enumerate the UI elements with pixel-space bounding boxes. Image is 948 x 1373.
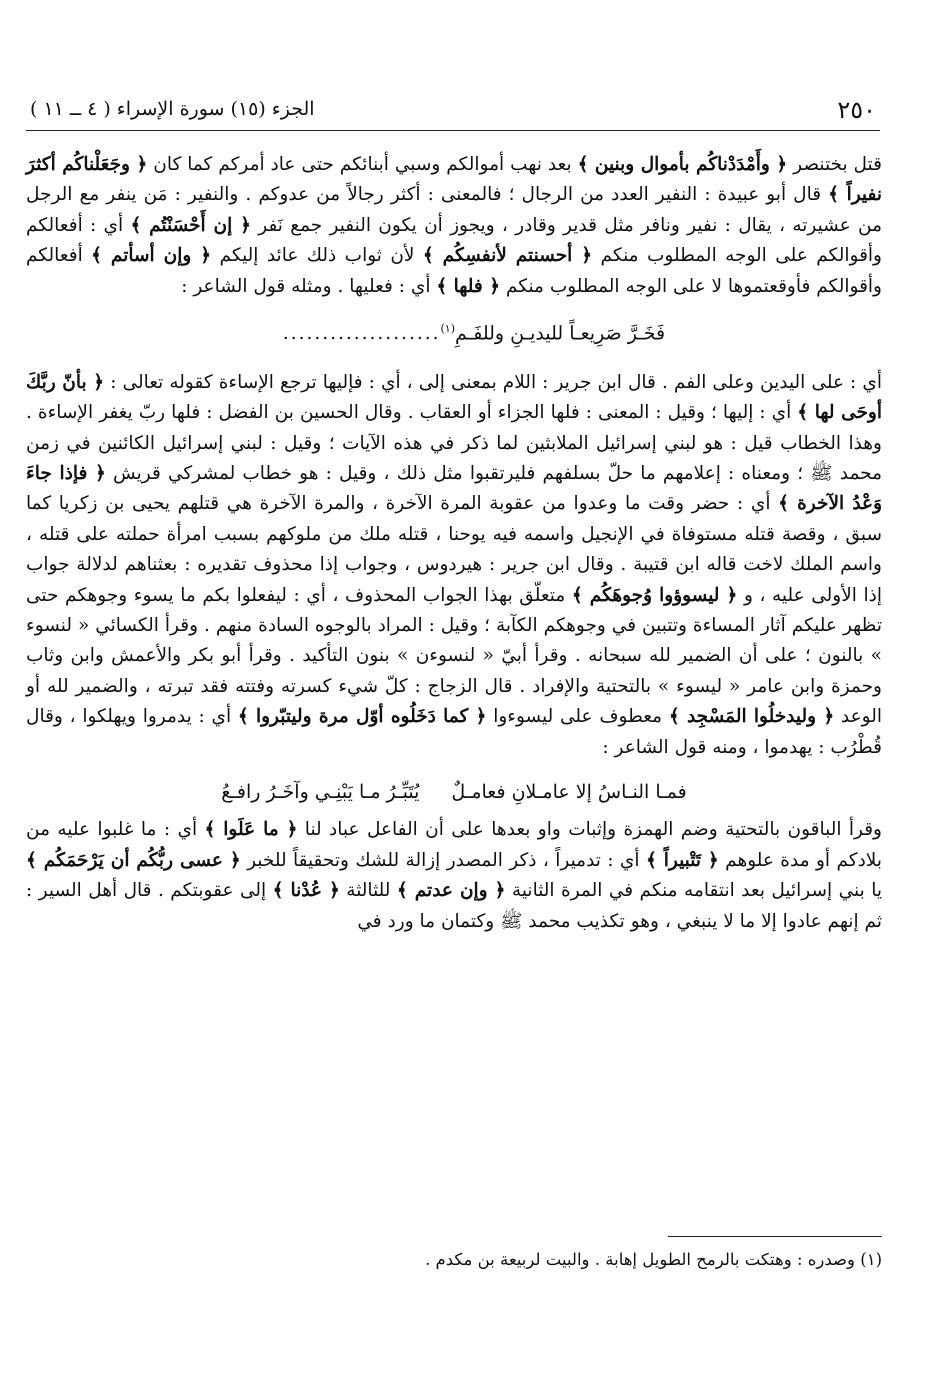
quran-quote: ﴿ كما دَخَلُوه أوّل مرة وليتبّروا ﴾ [237, 706, 487, 728]
text-run: بعد نهب أموالكم وسبي أبنائكم حتى عاد أمركم كما كان [147, 154, 578, 175]
quran-quote: ﴿ أحسنتم لأنفسِكُم ﴾ [422, 245, 593, 267]
quran-quote: ﴿ وجَعَلْناكُم أكثرَ نفيراً ﴾ [26, 154, 883, 206]
text-run: قال أبو عبيدة : النفير العدد من الرجال ؛ فالمعنى : أكثر رجالاً من عدوكم . والنفير : مَن ينفر مع الرجل من عشيرته ، يقال : نفير ونافر مثل قدير وقادر ، ويجوز أن يكون النفير جمع نَفر [26, 184, 882, 236]
quran-quote: ﴿ وأَمْدَدْناكُم بأموال وبنين ﴾ [577, 154, 788, 175]
text-run: معطوف على ليسوءوا [486, 706, 669, 728]
text-run: أي : ما غلبوا عليه من بلادكم أو مدة علوهم [26, 819, 882, 871]
text-run: أي : فعليها . ومثله قول الشاعر : [181, 275, 437, 297]
footnote-marker: (١) [440, 322, 455, 336]
page-header [26, 92, 880, 131]
quran-quote: ﴿ عسى ربُّكُم أن يَرْحَمَكُم ﴾ [26, 849, 241, 871]
verse-hemistich: فَخَـرَّ صَرِيعـاً لليديـنِ وللفَـمِ [455, 322, 666, 345]
text-run: قتل بختنصر [787, 154, 882, 175]
text-run: أفعالكم وأقوالكم فأوقعتموها لا على الوجه المطلوب منكم [26, 245, 882, 297]
quran-quote: ﴿ وإن عدتم ﴾ [396, 880, 506, 902]
quran-quote: ﴿ فإذا جاءَ وَعْدُ الآخرة ﴾ [26, 462, 883, 515]
main-text [26, 150, 882, 937]
text-run: إلى عقوبتكم . قال أهل السير : ثم إنهم عادوا إلا ما لا ينبغي ، وهو تكذيب محمد ﷺ وكتمان ما ورد في [26, 880, 882, 932]
quran-quote: ﴿ وإن أسأتم ﴾ [91, 245, 212, 267]
poetry-verse-2 [26, 777, 882, 807]
text-run: وقرأ الباقون بالتحتية وضم الهمزة وإثبات واو بعدها على أن الفاعل عباد لنا [297, 819, 882, 841]
text-run: أي : إليها ؛ وقيل : المعنى : فلها الجزاء أو العقاب . وقال الحسين بن الفضل : فلها ربّ يغفر الإساءة . وهذا الخطاب قيل : هو لبني إسرائيل الملابثين لما ذكر في هذه الآيات ؛ وقيل : لبني إسرائيل الكائنين في زمن محمد ﷺ ؛ ومعناه : إعلامهم ما حلّ بسلفهم فليرتقبوا مثل ذلك ، وقيل : هو خطاب لمشركي قريش [26, 402, 882, 484]
quran-quote: ﴿ تَتْبيراً ﴾ [645, 849, 719, 871]
page-number: ٢٥٠ [837, 96, 876, 124]
running-head: الجزء (١٥) سورة الإسراء ( ٤ ــ ١١ ) [30, 98, 315, 120]
text-run: يا بني إسرائيل بعد انتقامه منكم في المرة الثانية [505, 880, 882, 902]
quran-quote: ﴿ إن أَحْسَنْتُم ﴾ [130, 214, 251, 236]
text-run: أي : تدميراً ، ذكر المصدر إزالة للشك وتحقيقاً للخبر [240, 849, 646, 871]
quran-quote: ﴿ فلها ﴾ [436, 275, 501, 297]
quran-quote: ﴿ وليدخلُوا المَسْجِد ﴾ [668, 706, 835, 728]
poetry-verse-1 [26, 314, 882, 350]
quran-quote: ﴿ ما عَلَوا ﴾ [204, 819, 298, 841]
verse-hemistich-left: يُتَبِّـرُ مـا يَبْنِـي وآخَـرُ رافـعُ [221, 781, 420, 804]
verse-ellipsis: .................... [282, 323, 441, 345]
verse-text [440, 314, 665, 349]
text-run: أي : حضر وقت ما وعدوا من عقوبة المرة الآخرة ، والمرة الآخرة هي قتلهم يحيى بن زكريا كما سبق ، وقصة قتله مستوفاة في الإنجيل واسمه فيه يوحنا ، قتله ملك من ملوكهم بسبب امرأة حملته على قتله ، واسم الملك لاخت قاله ابن قتيبة . وقال ابن جرير : هيردوس ، وجواب إذا محذوف تقديره : بعثناهم لدلالة جواب إذا الأولى عليه ، و [26, 493, 882, 606]
text-run: للثالثة [339, 880, 397, 902]
footnote: (١) وصدره : وهتكت بالرمح الطويل إهابة . والبيت لربيعة بن مكدم . [425, 1250, 882, 1269]
quran-quote: ﴿ ليسوؤوا وُجوهَكُم ﴾ [571, 584, 738, 606]
footnote-divider [668, 1236, 882, 1237]
text-run: أي : يدمروا ويهلكوا ، وقال قُطْرُب : يهدموا ، ومنه قول الشاعر : [26, 706, 882, 758]
quran-quote: ﴿ بأنّ ربَّكَ أوحَى لها ﴾ [26, 371, 883, 424]
text-run: أي : على اليدين وعلى الفم . قال ابن جرير : اللام بمعنى إلى ، أي : فإليها ترجع الإساءة كقوله تعالى : [104, 371, 882, 393]
verse-hemistich-right: فمـا النـاسُ إلا عامـلانِ فعامـلٌ [451, 781, 687, 804]
paragraph-1 [26, 150, 882, 302]
text-run: متعلّق بهذا الجواب المحذوف ، أي : ليفعلوا بكم ما يسوء وجوهكم حتى تظهر عليكم آثار المساءة وتتبين في وجوهكم الكآبة ؛ وقيل : المراد بالوجوه السادة منهم . وقرأ الكسائي « لنسوء » بالنون ؛ على أن الضمير لله سبحانه . وقرأ أبيّ « لنسوءن » بنون التأكيد . وقرأ أبو بكر والأعمش وابن وثاب وحمزة وابن عامر « ليسوء » بالتحتية والإفراد . قال الزجاج : كلّ شيء كسرته وفتته فقد تبرته ، والضمير لله أو الوعد [26, 584, 882, 728]
paragraph-2 [26, 368, 882, 763]
text-run: لأن ثواب ذلك عائد إليكم [211, 245, 423, 267]
quran-quote: ﴿ عُدْنا ﴾ [272, 880, 340, 902]
text-run: أي : أفعالكم وأقوالكم على الوجه المطلوب منكم [26, 214, 882, 267]
paragraph-3 [26, 815, 882, 937]
